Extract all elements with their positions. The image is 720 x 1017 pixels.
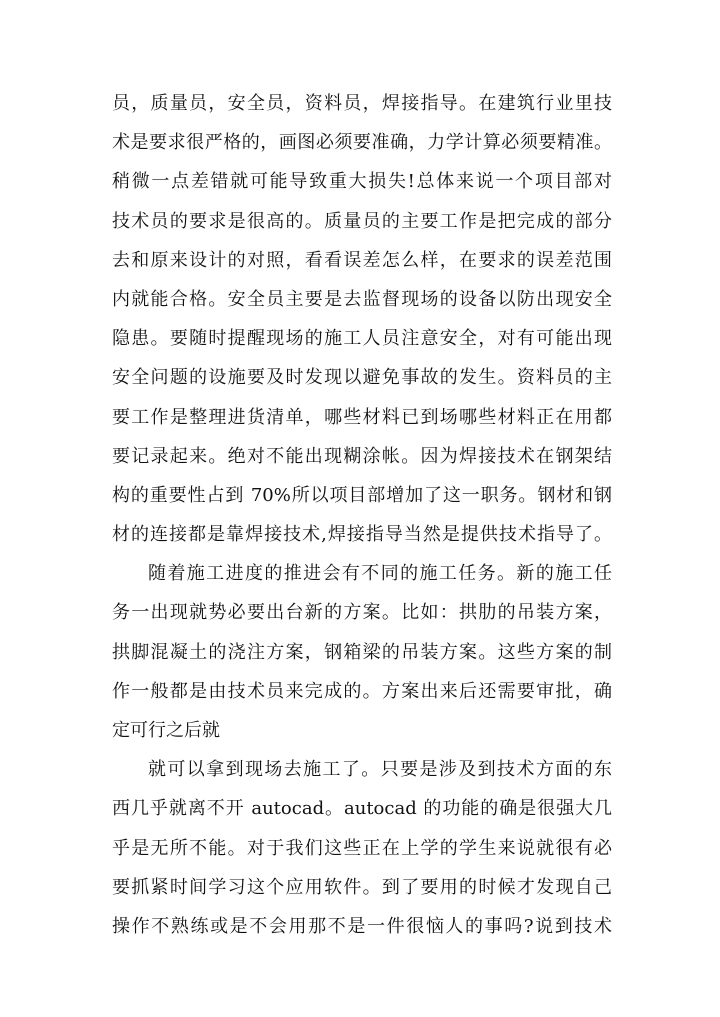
- text-line: 隐患。要随时提醒现场的施工人员注意安全，对有可能出现: [112, 328, 612, 350]
- text-line: 构的重要性占到 70%所以项目部增加了这一职务。钢材和钢: [112, 484, 612, 506]
- text-line: 就可以拿到现场去施工了。只要是涉及到技术方面的东: [148, 759, 612, 781]
- text-line: 乎是无所不能。对于我们这些正在上学的学生来说就很有必: [112, 837, 612, 859]
- text-line: 拱脚混凝土的浇注方案，钢箱梁的吊装方案。这些方案的制: [112, 641, 612, 663]
- text-line: 定可行之后就: [112, 720, 220, 741]
- text-line: 技术员的要求是很高的。质量员的主要工作是把完成的部分: [112, 210, 612, 232]
- paragraph-2: [112, 554, 612, 750]
- text-line: 去和原来设计的对照，看看误差怎么样，在要求的误差范围: [112, 249, 612, 271]
- text-line: 要记录起来。绝对不能出现糊涂帐。因为焊接技术在钢架结: [112, 445, 612, 467]
- text-line: 要工作是整理进货清单，哪些材料已到场哪些材料正在用都: [112, 406, 612, 428]
- paragraph-3: [112, 750, 612, 946]
- text-line: 务一出现就势必要出台新的方案。比如：拱肋的吊装方案，: [112, 602, 612, 624]
- text-line: 稍微一点差错就可能导致重大损失!总体来说一个项目部对: [112, 171, 612, 193]
- text-line: 材的连接都是靠焊接技术,焊接指导当然是提供技术指导了。: [112, 524, 612, 546]
- document-page: [112, 84, 612, 946]
- text-line: 西几乎就离不开 autocad。autocad 的功能的确是很强大几: [112, 798, 612, 820]
- paragraph-1: [112, 84, 612, 554]
- text-line: 员，质量员，安全员，资料员，焊接指导。在建筑行业里技: [112, 93, 612, 114]
- text-line: 安全问题的设施要及时发现以避免事故的发生。资料员的主: [112, 367, 612, 389]
- text-line: 作一般都是由技术员来完成的。方案出来后还需要审批，确: [112, 680, 612, 702]
- text-line: 术是要求很严格的，画图必须要准确，力学计算必须要精准。: [112, 132, 612, 154]
- text-line: 要抓紧时间学习这个应用软件。到了要用的时候才发现自己: [112, 876, 612, 898]
- text-line: 操作不熟练或是不会用那不是一件很恼人的事吗?说到技术: [112, 915, 612, 937]
- text-line: 随着施工进度的推进会有不同的施工任务。新的施工任: [148, 563, 612, 585]
- text-line: 内就能合格。安全员主要是去监督现场的设备以防出现安全: [112, 288, 612, 310]
